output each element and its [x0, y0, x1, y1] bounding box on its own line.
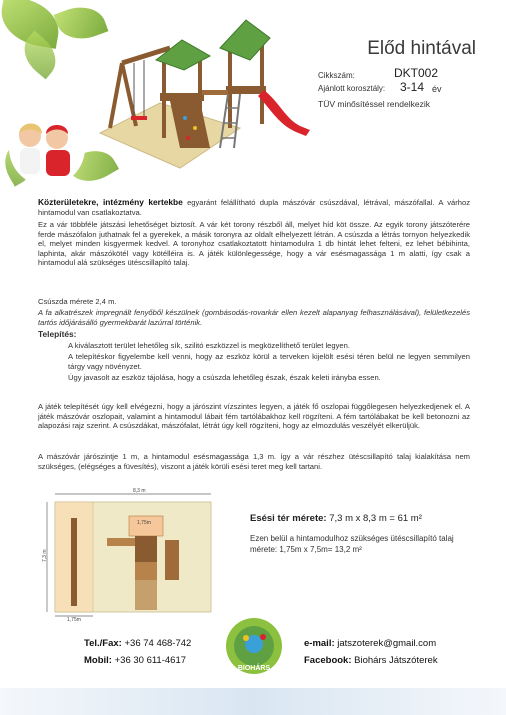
biohars-logo — [224, 616, 284, 676]
intro-paragraph — [38, 198, 470, 217]
install-item-3: Úgy javasolt az eszköz tájolása, hogy a csúszda lehetőleg észak, észak keleti irányba essen. — [68, 373, 381, 382]
fall-area-label: Esési tér mérete: — [250, 513, 327, 524]
fall-height-paragraph: A mászóvár járószintje 1 m, a hintamodul esésmagassága 1,3 m. így a vár részhez ütéscsillapító talaj kialakítása nem szükséges, (elégséges a füvesítés), viszont a játék körüli esési teret meg kell tartani. — [38, 452, 470, 471]
mobil-line — [84, 655, 186, 666]
facebook-link[interactable]: Biohárs Játszóterek — [354, 655, 438, 666]
description-paragraph: Ez a vár többféle játszási lehetőséget biztosít. A vár két torony részből áll, melyet híd köt össze. Az egyik torony játszóterére ferde mászófalon juthatnak fel a gyerekek, a másik toronyra az oldalt elhelyezett létrán. A csúszda a létrás tornyon helyezkedik el, melyet minden kisgyermek kedvel. A toronyhoz csatlakoztatott hintamodulra 1 db hintát lehet felteni, ez lehet bébihinta, laphinta, akár mászókötél vagy kötélléira is. A játék különlegessége, hogy a vár esésmagassága 1 m alatti, így csak a hintamodul alá szükséges ütéscsillapító talaj. — [38, 220, 470, 268]
plan-bottom-label: 1,75m — [67, 617, 81, 623]
slide-size: Csúszda mérete 2,4 m. — [38, 297, 117, 306]
playground-illustration — [100, 8, 310, 188]
product-title: Előd hintával — [367, 38, 476, 59]
age-value: 3-14 — [400, 80, 425, 94]
fall-area-value: 7,3 m x 8,3 m = 61 m² — [329, 513, 422, 524]
facebook-line — [304, 655, 438, 666]
age-label: Ajánlott korosztály: — [318, 84, 386, 93]
facebook-label: Facebook: — [304, 655, 352, 666]
age-unit: év — [432, 84, 442, 94]
install-title: Telepítés: — [38, 329, 77, 339]
plan-width-label: 8,3 m — [133, 488, 146, 494]
bottom-bar — [0, 688, 506, 715]
code-value: DKT002 — [394, 66, 439, 80]
email-label: e-mail: — [304, 638, 335, 649]
email-line — [304, 638, 436, 649]
installation-paragraph: A játék telepítését úgy kell elvégezni, hogy a járószint vízszintes legyen, a játék fő oszlopai függőlegesen helyezkedjenek el. A játék mászóvár oszlopait, valamint a hintamodul lábait fém tartólábakhoz kell rögzíteni. A fém tartólábakat be kell betonozni az alapozási rajz szerint. A csúszdákat, mászófalat, létrát úgy kell rögzíteni, hogy az elmozdulás veszélyét elkerüljük. — [38, 402, 470, 431]
children-photo — [2, 108, 92, 188]
material-paragraph: A fa alkatrészek impregnált fenyőből készülnek (gombásodás-rovarkár ellen kezelt alapanyag felhasználásával), felületkezelés tartós időjárásálló gyermekbarát lazúrral történik. — [38, 308, 470, 327]
tel-line — [84, 638, 191, 649]
fall-area-note: Ezen belül a hintamodulhoz szükséges ütéscsillapító talaj mérete: 1,75m x 7,5m= 13,2 m² — [250, 534, 454, 554]
fall-area-line — [250, 513, 422, 524]
email-link[interactable]: jatszoterek@gmail.com — [337, 638, 437, 649]
plan-height-label: 7,3 m — [42, 549, 48, 562]
intro-bold: Közterületekre, intézmény kertekbe — [38, 197, 183, 207]
intro-rest: egyaránt felállítható dupla mászóvár csúszdával, létrával, mászófallal. A várhoz hintamodul van csatlakoztatva. — [38, 198, 470, 217]
tel-value: +36 74 468-742 — [124, 638, 192, 649]
layout-plan — [43, 488, 215, 622]
tel-label: Tel./Fax: — [84, 638, 122, 649]
tuv-certification: TÜV minősítéssel rendelkezik — [318, 99, 430, 109]
mobil-label: Mobil: — [84, 655, 112, 666]
code-label: Cikkszám: — [318, 71, 355, 80]
plan-inner-label: 1,75m — [137, 520, 151, 526]
logo-text: BIOHÁRS — [237, 665, 271, 672]
install-item-2: A telepítéskor figyelembe kell venni, hogy az eszköz körül a terveken kijelölt esési téren belül ne legyen semmilyen tárgy vagy növényzet. — [68, 352, 470, 371]
install-item-1: A kiválasztott terület lehetőleg sík, szilitó eszközzel is megközelíthető terület legyen. — [68, 341, 350, 350]
mobil-value: +36 30 611-4617 — [114, 655, 187, 666]
